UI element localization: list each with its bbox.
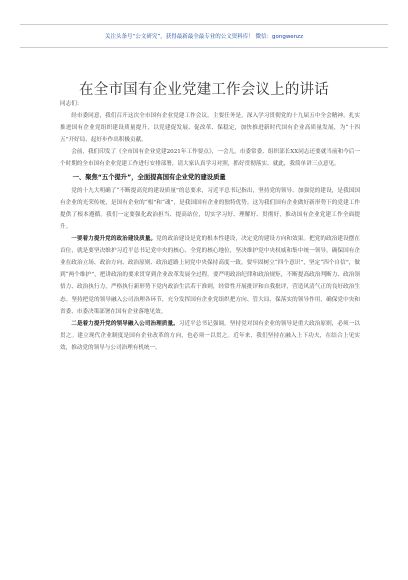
document-title: 在全市国有企业党建工作会议上的讲话 bbox=[79, 82, 329, 98]
point-text: 习近平总书记强调，坚持党对国有企业的领导是重大政治原则，必须一以贯之。建立现代企业制度是国有企业改革的方向，也必须一以贯之。近年来，我们坚持在融入上下功夫，在结合上见实效，推动党的领导与公司治理有机统一。 bbox=[60, 320, 360, 351]
salutation: 同志们： bbox=[60, 101, 83, 107]
header-banner: 关注头条号“公文研究”，获得最新最全最专业的公文资料库！ 微信：gongwenzz bbox=[20, 24, 388, 48]
point-text: 党的政治建设是党的根本性建设，决定党的建设方向和效果。把党的政治建设摆在首位，就是要坚决维护习近平总书记党中央的核心、全党的核心地位，坚决维护党中央权威和集中统一领导，确保国有企业在政治立场、政治方向、政治原则、政治道路上同党中央保持高度一致。要牢固树立“四个意识”，坚定“四个自信”，做到“两个维护”，把讲政治的要求贯穿到企业改革发展全过程。要严明政治纪律和政治规矩，不断提高政治判断力、政治领悟力、政治执行力，严格执行新形势下党内政治生活若干准则，经常性开展批评和自我批评，营造风清气正的良好政治生态。坚持把党的领导融入公司治理各环节，充分发挥国有企业党组织把方向、管大局、保落实的领导作用，确保党中央和省委、市委决策部署在国有企业落地见效。 bbox=[60, 236, 360, 315]
point-lead: 二是着力提升党的领导融入公司治理质量。 bbox=[71, 320, 179, 327]
paragraph: 党的十九大明确了“不断提高党的建设质量”的总要求，习近平总书记指出，坚持党的领导、加强党的建设，是我国国有企业的光荣传统，是国有企业的“根”和“魂”，是我国国有企业的独特优势。这为我们国有企业做好新形势下的党建工作提供了根本遵循。我们一定要强化政治担当、提高站位，切实学习好、理解好、贯彻好，推动国有企业党建工作全面提升。 bbox=[60, 187, 360, 230]
paragraph bbox=[60, 318, 360, 354]
paragraph: 经市委同意，我们召开这次全市国有企业党建工作会议，主要任务是，深入学习贯彻党的十九届五中全会精神，扎实推进国有企业党组织建设质量提升，以党建促发展、促改革、保稳定，加快推进新时代国有企业高质量发展，为“十四五”开好局、起好步作出积极贡献。 bbox=[60, 113, 360, 144]
section-heading: 一、聚焦“五个提升”，全面提高国有企业党的建设质量 bbox=[72, 173, 226, 181]
paragraph: 会前，我们印发了《全市国有企业党建2021年工作要点》，一会儿，市委常委、组织部长XX同志还要就当前和今后一个时期的全市国有企业党建工作进行安排部署，请大家认真学习对照，抓好贯彻落实。就此，我简单讲三点意见。 bbox=[60, 149, 360, 168]
paragraph bbox=[60, 233, 360, 318]
point-lead: 一要着力提升党的政治建设质量。 bbox=[71, 236, 157, 243]
document-body bbox=[60, 98, 360, 354]
